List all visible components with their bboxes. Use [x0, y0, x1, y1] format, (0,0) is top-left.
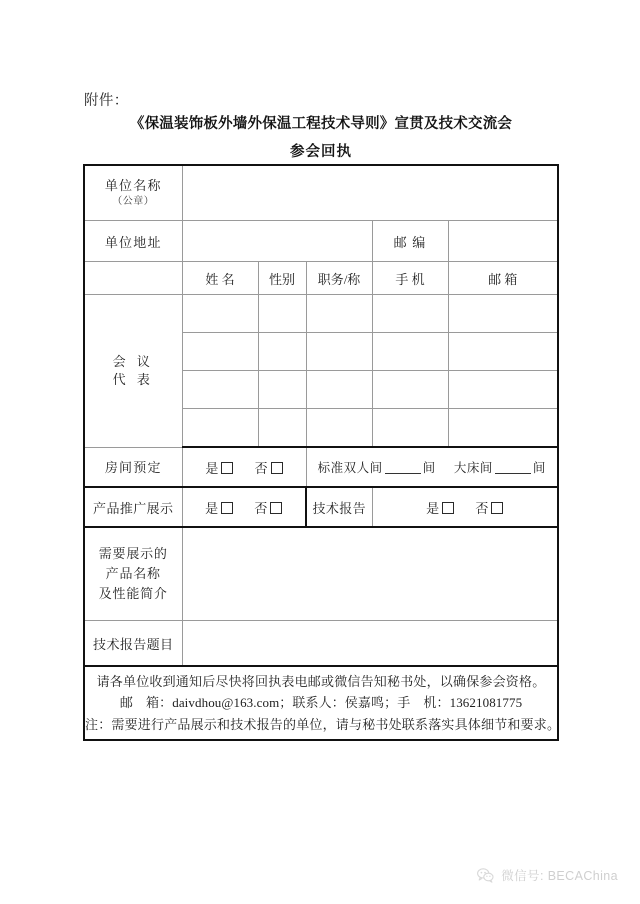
tech-report-yes-option[interactable] [426, 501, 454, 516]
product-promo-yes-label: 是 [205, 500, 219, 516]
tech-report-yes-label: 是 [426, 500, 440, 516]
room-booking-label: 房间预定 [104, 460, 162, 476]
room-booking-no-checkbox[interactable] [271, 462, 283, 474]
table-row-product-display [84, 527, 558, 621]
tech-report-no-option[interactable] [475, 501, 503, 516]
unit-name-input-cell[interactable] [182, 165, 558, 221]
representatives-label-line2: 代 表 [112, 371, 154, 387]
product-promo-no-option[interactable] [254, 501, 282, 516]
table-row-promo-and-report [84, 487, 558, 527]
product-promo-no-checkbox[interactable] [270, 502, 282, 514]
standard-twin-input[interactable] [385, 473, 421, 474]
rep-gender-cell[interactable] [258, 371, 306, 409]
product-promo-no-label: 否 [254, 500, 268, 516]
report-topic-input-cell[interactable] [182, 621, 558, 667]
tech-report-label-cell [306, 487, 372, 527]
postcode-label-cell [372, 221, 448, 262]
column-header-gender: 性别 [258, 262, 306, 295]
rep-mobile-cell[interactable] [372, 295, 448, 333]
notes-cell [84, 666, 561, 740]
rep-gender-cell[interactable] [258, 333, 306, 371]
report-topic-label: 技术报告题目 [93, 636, 174, 652]
notes-line-3: 注：需要进行产品展示和技术报告的单位，请与秘书处联系落实具体细节和要求。 [85, 716, 561, 732]
product-display-label-line3: 及性能简介 [98, 586, 168, 602]
room-booking-choice-cell [182, 447, 306, 487]
rep-name-cell[interactable] [182, 295, 258, 333]
rep-email-cell[interactable] [448, 295, 558, 333]
rep-position-cell[interactable] [306, 333, 372, 371]
column-header-position: 职务/称 [306, 262, 372, 295]
rep-mobile-cell[interactable] [372, 409, 448, 448]
rep-mobile-cell[interactable] [372, 333, 448, 371]
standard-twin-unit: 间 [422, 461, 436, 475]
tech-report-label: 技术报告 [312, 500, 367, 516]
product-display-label-line2: 产品名称 [105, 565, 161, 581]
table-row-representative-header [84, 262, 558, 295]
report-topic-label-cell [84, 621, 182, 667]
tech-report-yes-checkbox[interactable] [442, 502, 454, 514]
wechat-icon [477, 868, 494, 883]
tech-report-no-checkbox[interactable] [491, 502, 503, 514]
king-bed-label: 大床间 [453, 461, 493, 475]
representatives-label-line1: 会 议 [112, 354, 154, 370]
rep-gender-cell[interactable] [258, 409, 306, 448]
page-title: 《保温装饰板外墙外保温工程技术导则》宣贯及技术交流会 [129, 116, 513, 132]
postcode-input-cell[interactable] [448, 221, 558, 262]
representatives-section-label-cell [84, 295, 182, 448]
table-row-report-topic [84, 621, 558, 667]
unit-address-input-cell[interactable] [182, 221, 372, 262]
product-promo-choice-cell [182, 487, 306, 527]
column-header-email: 邮 箱 [448, 262, 558, 295]
rep-position-cell[interactable] [306, 371, 372, 409]
postcode-label: 邮 编 [393, 234, 427, 250]
product-promo-label-cell [84, 487, 182, 527]
table-row-unit-address [84, 221, 558, 262]
wechat-watermark [477, 866, 618, 884]
room-booking-yes-checkbox[interactable] [221, 462, 233, 474]
table-row-room-booking [84, 447, 558, 487]
room-booking-yes-option[interactable] [205, 461, 233, 476]
rep-position-cell[interactable] [306, 295, 372, 333]
tech-report-choice-cell [372, 487, 558, 527]
document-title-block [84, 112, 558, 161]
wechat-id-text: 微信号: BECAChina [501, 869, 618, 883]
rep-name-cell[interactable] [182, 409, 258, 448]
unit-address-label-cell [84, 221, 182, 262]
attachment-label: 附件： [84, 93, 129, 109]
rep-email-cell[interactable] [448, 333, 558, 371]
product-display-label-cell [84, 527, 182, 621]
rep-email-cell[interactable] [448, 409, 558, 448]
notes-line-1: 请各单位收到通知后尽快将回执表电邮或微信告知秘书处，以确保参会资格。 [96, 674, 546, 690]
room-booking-yes-label: 是 [205, 460, 219, 476]
unit-name-seal-hint: （公章） [112, 196, 155, 208]
room-booking-no-label: 否 [254, 460, 268, 476]
product-promo-label: 产品推广展示 [93, 500, 174, 516]
rep-email-cell[interactable] [448, 371, 558, 409]
registration-form-table [83, 164, 559, 741]
king-bed-input[interactable] [495, 473, 531, 474]
notes-line-2-contact: 邮 箱：daivdhou@163.com；联系人：侯嘉鸣；手 机：13621081775 [119, 695, 523, 711]
rep-name-cell[interactable] [182, 333, 258, 371]
rep-gender-cell[interactable] [258, 295, 306, 333]
representatives-label-cell-top [84, 262, 182, 295]
room-booking-no-option[interactable] [255, 461, 283, 476]
table-row-unit-name [84, 165, 558, 221]
room-booking-label-cell [84, 447, 182, 487]
standard-twin-label: 标准双人间 [317, 461, 383, 475]
tech-report-no-label: 否 [475, 500, 489, 516]
rep-name-cell[interactable] [182, 371, 258, 409]
unit-address-label: 单位地址 [104, 234, 162, 250]
unit-name-label-cell [84, 165, 182, 221]
rep-position-cell[interactable] [306, 409, 372, 448]
product-promo-yes-checkbox[interactable] [221, 502, 233, 514]
table-row [84, 295, 558, 333]
page-subtitle: 参会回执 [290, 144, 352, 160]
product-display-label-line1: 需要展示的 [98, 545, 168, 561]
table-row-notes [84, 666, 558, 740]
king-bed-unit: 间 [532, 461, 546, 475]
room-count-cell [306, 447, 558, 487]
product-display-input-cell[interactable] [182, 527, 558, 621]
product-promo-yes-option[interactable] [205, 501, 233, 516]
column-header-name: 姓 名 [182, 262, 258, 295]
rep-mobile-cell[interactable] [372, 371, 448, 409]
unit-name-label: 单位名称 [104, 178, 162, 194]
column-header-mobile: 手 机 [372, 262, 448, 295]
